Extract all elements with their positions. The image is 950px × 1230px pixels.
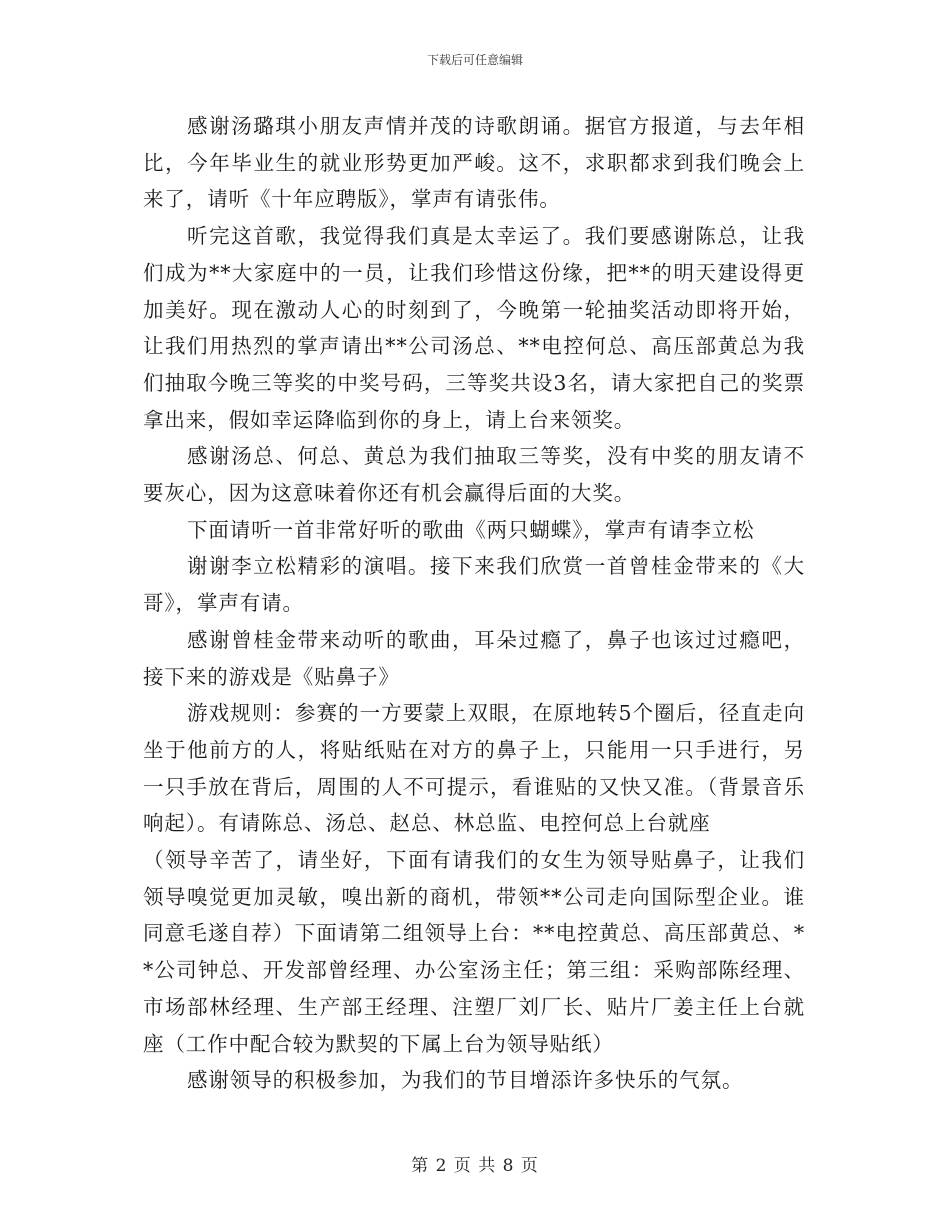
- page-number: 第 2 页 共 8 页: [411, 1156, 539, 1176]
- paragraph-6: 感谢曾桂金带来动听的歌曲，耳朵过瘾了，鼻子也该过过瘾吧，接下来的游戏是《贴鼻子》: [143, 627, 805, 689]
- paragraph-1: 感谢汤璐琪小朋友声情并茂的诗歌朗诵。据官方报道，与去年相比，今年毕业生的就业形势更加严峻。这不，求职都求到我们晚会上来了，请听《十年应聘版》，掌声有请张伟。: [143, 114, 805, 212]
- paragraph-4: 下面请听一首非常好听的歌曲《两只蝴蝶》，掌声有请李立松: [187, 517, 755, 542]
- document-body: [143, 108, 805, 1099]
- paragraph-5: 谢谢李立松精彩的演唱。接下来我们欣赏一首曾桂金带来的《大哥》，掌声有请。: [143, 554, 805, 616]
- paragraph-3: 感谢汤总、何总、黄总为我们抽取三等奖，没有中奖的朋友请不要灰心，因为这意味着你还有机会赢得后面的大奖。: [143, 444, 805, 506]
- paragraph-2: 听完这首歌，我觉得我们真是太幸运了。我们要感谢陈总，让我们成为**大家庭中的一员，让我们珍惜这份缘，把**的明天建设得更加美好。现在激动人心的时刻到了，今晚第一轮抽奖活动即将开始，让我们用热烈的掌声请出**公司汤总、**电控何总、高压部黄总为我们抽取今晚三等奖的中奖号码，三等奖共设3名，请大家把自己的奖票拿出来，假如幸运降临到你的身上，请上台来领奖。: [143, 224, 805, 432]
- page-header: 下载后可任意编辑: [426, 53, 523, 67]
- paragraph-9: 感谢领导的积极参加，为我们的节目增添许多快乐的气氛。: [187, 1068, 744, 1093]
- paragraph-7: 游戏规则：参赛的一方要蒙上双眼，在原地转5个圈后，径直走向坐于他前方的人，将贴纸贴在对方的鼻子上，只能用一只手进行，另一只手放在背后，周围的人不可提示，看谁贴的又快又准。（背景音乐响起）。有请陈总、汤总、赵总、林总监、电控何总上台就座: [143, 701, 805, 836]
- paragraph-8: （领导辛苦了，请坐好，下面有请我们的女生为领导贴鼻子，让我们领导嗅觉更加灵敏，嗅出新的商机，带领**公司走向国际型企业。谁同意毛遂自荐）下面请第二组领导上台：**电控黄总、高压部黄总、**公司钟总、开发部曾经理、办公室汤主任；第三组：采购部陈经理、市场部林经理、生产部王经理、注塑厂刘厂长、贴片厂姜主任上台就座（工作中配合较为默契的下属上台为领导贴纸）: [143, 848, 805, 1056]
